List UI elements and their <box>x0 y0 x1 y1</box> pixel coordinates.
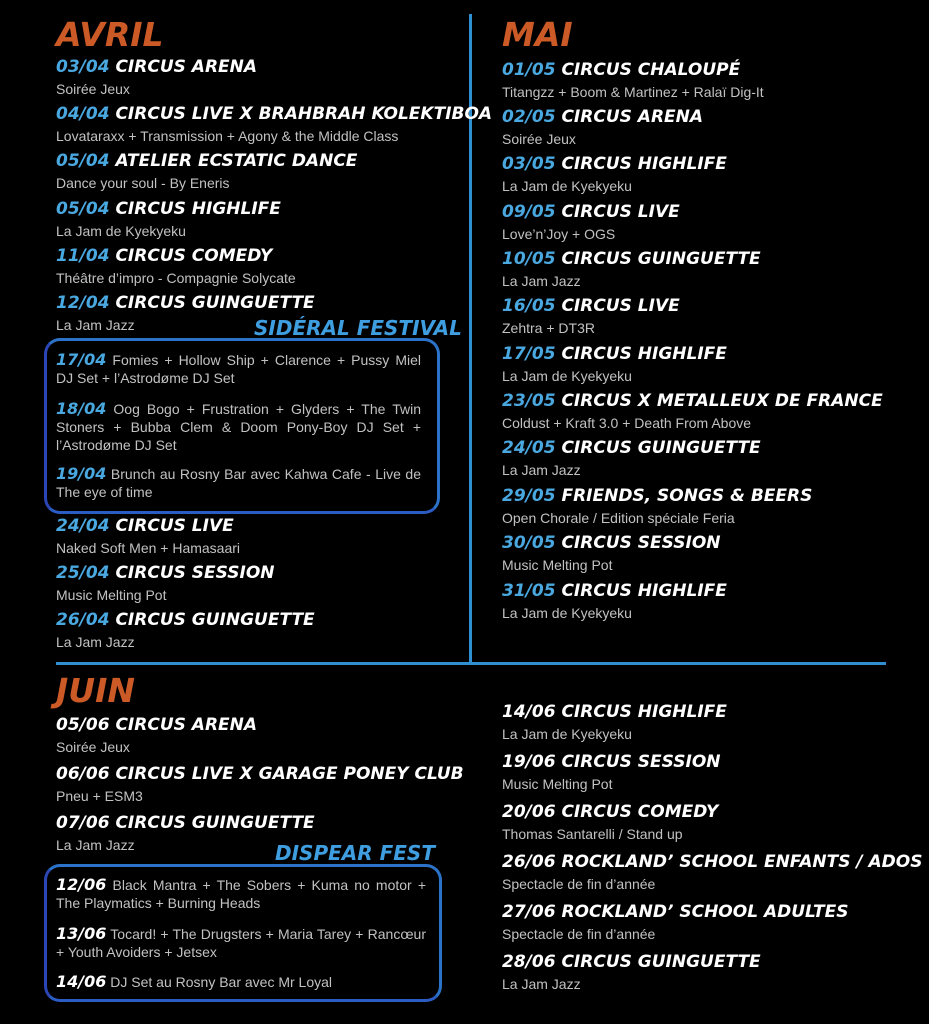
event-date: 14/06 <box>502 702 556 722</box>
event-date: 03/04 <box>56 57 110 77</box>
festival-item <box>56 925 426 961</box>
event-april-9 <box>56 610 315 651</box>
event-april-8 <box>56 563 275 604</box>
event-subtitle: Coldust + Kraft 3.0 + Death From Above <box>502 415 752 431</box>
event-name: CIRCUS X METALLEUX DE FRANCE <box>561 391 883 411</box>
event-june-2 <box>56 764 464 805</box>
festival-date: 17/04 <box>56 350 107 369</box>
event-date: 24/04 <box>56 516 110 536</box>
festival-date: 14/06 <box>56 972 107 991</box>
event-name: CIRCUS LIVE X BRAHBRAH KOLEKTIBOA <box>115 104 493 124</box>
event-april-5 <box>56 246 296 287</box>
event-name: CIRCUS GUINGUETTE <box>115 813 315 833</box>
festival-item <box>56 465 421 501</box>
event-name: CIRCUS GUINGUETTE <box>115 610 315 630</box>
event-subtitle: La Jam Jazz <box>502 273 581 289</box>
event-may-5 <box>502 249 761 290</box>
event-name: CIRCUS GUINGUETTE <box>561 249 761 269</box>
month-title-april: AVRIL <box>56 15 164 54</box>
festival-lineup: Brunch au Rosny Bar avec Kahwa Cafe - Live de The eye of time <box>56 466 422 500</box>
festival-date: 18/04 <box>56 399 107 418</box>
event-april-1 <box>56 57 257 98</box>
event-name: CIRCUS CHALOUPÉ <box>561 60 741 80</box>
festival-lineup: Tocard! + The Drugsters + Maria Tarey + Rancœur + Youth Avoiders + Jetsex <box>56 926 426 960</box>
event-date: 26/06 <box>502 852 556 872</box>
event-subtitle: La Jam Jazz <box>56 837 135 853</box>
month-title-may: MAI <box>502 15 573 54</box>
event-date: 29/05 <box>502 486 556 506</box>
festival-item <box>56 400 421 454</box>
horizontal-divider <box>56 662 886 665</box>
event-name: CIRCUS HIGHLIFE <box>561 581 727 601</box>
event-subtitle: La Jam Jazz <box>502 976 581 992</box>
event-date: 05/06 <box>56 715 110 735</box>
event-name: CIRCUS LIVE <box>115 516 234 536</box>
event-name: ATELIER ECSTATIC DANCE <box>115 151 358 171</box>
event-date: 25/04 <box>56 563 110 583</box>
event-may-12 <box>502 581 727 622</box>
event-date: 10/05 <box>502 249 556 269</box>
event-subtitle: Naked Soft Men + Hamasaari <box>56 540 241 556</box>
month-title-june: JUIN <box>56 671 135 710</box>
event-subtitle: Dance your soul - By Eneris <box>56 175 230 191</box>
event-name: CIRCUS HIGHLIFE <box>561 344 727 364</box>
festival-lineup: DJ Set au Rosny Bar avec Mr Loyal <box>110 974 333 990</box>
event-date: 19/06 <box>502 752 556 772</box>
event-may-8 <box>502 391 883 432</box>
event-date: 24/05 <box>502 438 556 458</box>
event-name: CIRCUS HIGHLIFE <box>561 702 727 722</box>
event-date: 01/05 <box>502 60 556 80</box>
event-may-11 <box>502 533 721 574</box>
event-subtitle: Music Melting Pot <box>502 557 613 573</box>
event-may-9 <box>502 438 761 479</box>
event-subtitle: Spectacle de fin d’année <box>502 926 656 942</box>
event-date: 05/04 <box>56 151 110 171</box>
event-may-10 <box>502 486 812 527</box>
event-subtitle: La Jam de Kyekyeku <box>56 223 186 239</box>
event-date: 09/05 <box>502 202 556 222</box>
event-name: CIRCUS SESSION <box>115 563 275 583</box>
event-subtitle: Pneu + ESM3 <box>56 788 143 804</box>
event-subtitle: Lovataraxx + Transmission + Agony & the Middle Class <box>56 128 399 144</box>
event-date: 05/04 <box>56 199 110 219</box>
event-name: CIRCUS LIVE <box>561 296 680 316</box>
event-name: CIRCUS ARENA <box>115 57 258 77</box>
event-april-2 <box>56 104 492 145</box>
event-name: CIRCUS COMEDY <box>561 802 719 822</box>
event-date: 11/04 <box>56 246 110 266</box>
festival-lineup: Black Mantra + The Sobers + Kuma no motor + The Playmatics + Burning Heads <box>56 877 426 911</box>
event-name: ROCKLAND’ SCHOOL ADULTES <box>561 902 849 922</box>
event-name: CIRCUS LIVE X GARAGE PONEY CLUB <box>115 764 464 784</box>
event-june-7 <box>502 852 922 893</box>
event-june-8 <box>502 902 849 943</box>
event-subtitle: La Jam Jazz <box>56 317 135 333</box>
event-date: 23/05 <box>502 391 556 411</box>
event-subtitle: La Jam Jazz <box>502 462 581 478</box>
event-date: 28/06 <box>502 952 556 972</box>
event-name: CIRCUS GUINGUETTE <box>561 438 761 458</box>
event-date: 06/06 <box>56 764 110 784</box>
event-name: CIRCUS ARENA <box>115 715 258 735</box>
event-subtitle: La Jam de Kyekyeku <box>502 726 632 742</box>
festival-item <box>56 876 426 912</box>
event-date: 17/05 <box>502 344 556 364</box>
event-name: CIRCUS SESSION <box>561 533 721 553</box>
event-may-3 <box>502 154 727 195</box>
event-subtitle: La Jam Jazz <box>56 634 135 650</box>
event-name: CIRCUS COMEDY <box>115 246 273 266</box>
festival-title-dispear: DISPEAR FEST <box>275 841 435 865</box>
event-june-6 <box>502 802 718 843</box>
event-name: CIRCUS HIGHLIFE <box>115 199 281 219</box>
festival-item <box>56 351 421 387</box>
event-subtitle: Soirée Jeux <box>56 739 130 755</box>
event-name: CIRCUS HIGHLIFE <box>561 154 727 174</box>
event-april-3 <box>56 151 357 192</box>
event-name: FRIENDS, SONGS & BEERS <box>561 486 813 506</box>
event-subtitle: Soirée Jeux <box>502 131 576 147</box>
event-name: CIRCUS SESSION <box>561 752 721 772</box>
event-subtitle: La Jam de Kyekyeku <box>502 605 632 621</box>
event-subtitle: Open Chorale / Edition spéciale Feria <box>502 510 735 526</box>
festival-lineup: Fomies + Hollow Ship + Clarence + Pussy Miel DJ Set + l’Astrodøme DJ Set <box>56 352 421 386</box>
event-may-6 <box>502 296 680 337</box>
event-june-9 <box>502 952 761 993</box>
festival-title-sideral: SIDÉRAL FESTIVAL <box>254 316 462 340</box>
event-date: 02/05 <box>502 107 556 127</box>
event-may-2 <box>502 107 703 148</box>
festival-date: 13/06 <box>56 924 107 943</box>
event-may-4 <box>502 202 680 243</box>
event-date: 30/05 <box>502 533 556 553</box>
festival-lineup: Oog Bogo + Frustration + Glyders + The Twin Stoners + Bubba Clem & Doom Pony-Boy DJ Set + l’Astrodøme DJ Set <box>56 401 421 453</box>
event-name: CIRCUS LIVE <box>561 202 680 222</box>
festival-date: 19/04 <box>56 464 107 483</box>
event-subtitle: La Jam de Kyekyeku <box>502 368 632 384</box>
event-may-7 <box>502 344 727 385</box>
event-june-5 <box>502 752 721 793</box>
event-date: 27/06 <box>502 902 556 922</box>
event-april-7 <box>56 516 240 557</box>
festival-item <box>56 973 426 991</box>
event-date: 04/04 <box>56 104 110 124</box>
event-subtitle: Thomas Santarelli / Stand up <box>502 826 683 842</box>
event-subtitle: Music Melting Pot <box>56 587 167 603</box>
event-april-4 <box>56 199 281 240</box>
event-name: CIRCUS ARENA <box>561 107 704 127</box>
event-date: 12/04 <box>56 293 110 313</box>
event-date: 20/06 <box>502 802 556 822</box>
event-subtitle: Music Melting Pot <box>502 776 613 792</box>
event-june-1 <box>56 715 257 756</box>
event-subtitle: Love’n’Joy + OGS <box>502 226 616 242</box>
event-name: CIRCUS GUINGUETTE <box>561 952 761 972</box>
event-subtitle: Zehtra + DT3R <box>502 320 595 336</box>
event-date: 03/05 <box>502 154 556 174</box>
event-subtitle: La Jam de Kyekyeku <box>502 178 632 194</box>
event-subtitle: Soirée Jeux <box>56 81 130 97</box>
event-date: 26/04 <box>56 610 110 630</box>
event-subtitle: Titangzz + Boom & Martinez + Ralaï Dig-It <box>502 84 764 100</box>
event-subtitle: Théâtre d’impro - Compagnie Solycate <box>56 270 296 286</box>
event-name: ROCKLAND’ SCHOOL ENFANTS / ADOS <box>561 852 923 872</box>
event-date: 31/05 <box>502 581 556 601</box>
event-subtitle: Spectacle de fin d’année <box>502 876 656 892</box>
festival-date: 12/06 <box>56 875 107 894</box>
event-date: 07/06 <box>56 813 110 833</box>
event-may-1 <box>502 60 764 101</box>
event-name: CIRCUS GUINGUETTE <box>115 293 315 313</box>
event-june-4 <box>502 702 727 743</box>
event-date: 16/05 <box>502 296 556 316</box>
